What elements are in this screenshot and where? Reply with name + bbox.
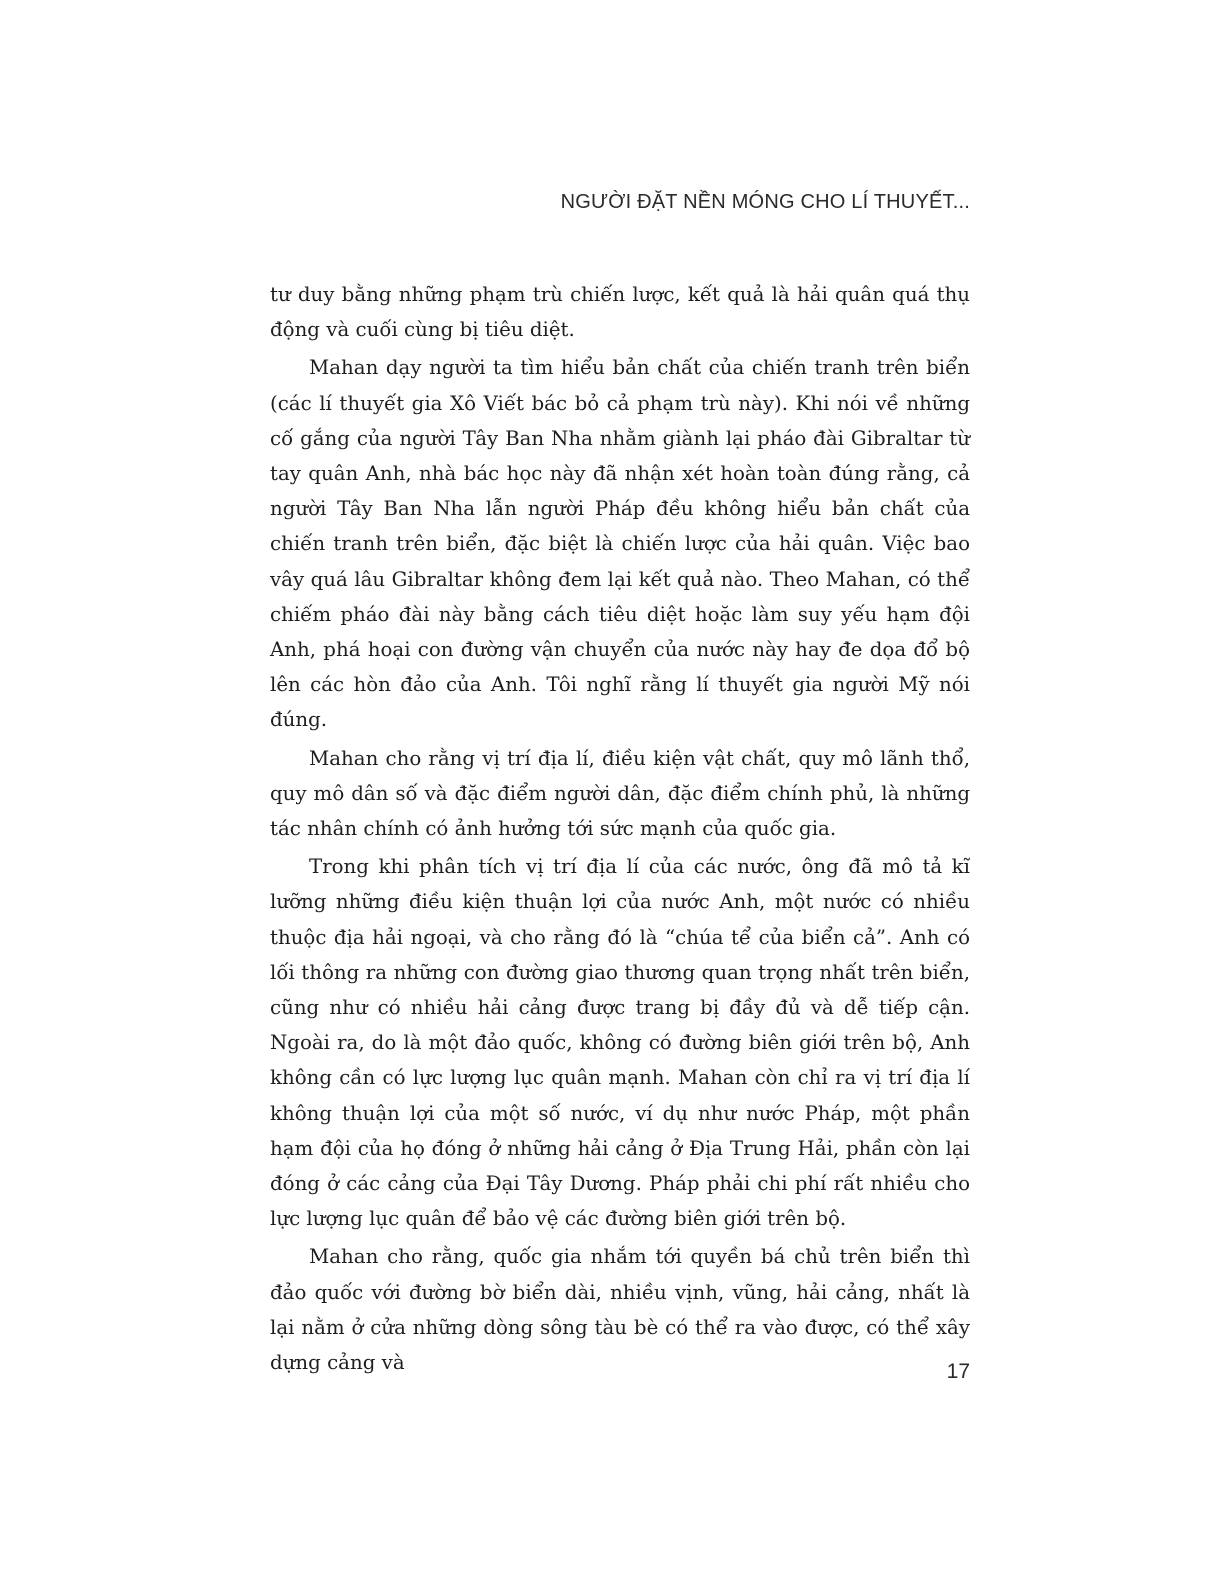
running-header: NGƯỜI ĐẶT NỀN MÓNG CHO LÍ THUYẾT... — [560, 191, 970, 213]
paragraph: Mahan dạy người ta tìm hiểu bản chất của chiến tranh trên biển (các lí thuyết gia Xô Viết bác bỏ cả phạm trù này). Khi nói về những cố gắng của người Tây Ban Nha nhằm giành lại pháo đài Gibraltar từ tay quân Anh, nhà bác học này đã nhận xét hoàn toàn đúng rằng, cả người Tây Ban Nha lẫn người Pháp đều không hiểu bản chất của chiến tranh trên biển, đặc biệt là chiến lược của hải quân. Việc bao vây quá lâu Gibraltar không đem lại kết quả nào. Theo Mahan, có thể chiếm pháo đài này bằng cách tiêu diệt hoặc làm suy yếu hạm đội Anh, phá hoại con đường vận chuyển của nước này hay đe dọa đổ bộ lên các hòn đảo của Anh. Tôi nghĩ rằng lí thuyết gia người Mỹ nói đúng. — [270, 356, 970, 732]
paragraph-continuation: tư duy bằng những phạm trù chiến lược, kết quả là hải quân quá thụ động và cuối cùng bị tiêu diệt. — [270, 283, 970, 342]
paragraph: Mahan cho rằng vị trí địa lí, điều kiện vật chất, quy mô lãnh thổ, quy mô dân số và đặc điểm người dân, đặc điểm chính phủ, là những tác nhân chính có ảnh hưởng tới sức mạnh của quốc gia. — [270, 746, 970, 841]
paragraph: Mahan cho rằng, quốc gia nhắm tới quyền bá chủ trên biển thì đảo quốc với đường bờ biển dài, nhiều vịnh, vũng, hải cảng, nhất là lại nằm ở cửa những dòng sông tàu bè có thể ra vào được, có thể xây dựng cảng và — [270, 1245, 970, 1375]
page-body — [270, 277, 970, 1383]
page-number: 17 — [946, 1360, 970, 1383]
paragraph: Trong khi phân tích vị trí địa lí của các nước, ông đã mô tả kĩ lưỡng những điều kiện thuận lợi của nước Anh, một nước có nhiều thuộc địa hải ngoại, và cho rằng đó là “chúa tể của biển cả”. Anh có lối thông ra những con đường giao thương quan trọng nhất trên biển, cũng như có nhiều hải cảng được trang bị đầy đủ và dễ tiếp cận. Ngoài ra, do là một đảo quốc, không có đường biên giới trên bộ, Anh không cần có lực lượng lục quân mạnh. Mahan còn chỉ ra vị trí địa lí không thuận lợi của một số nước, ví dụ như nước Pháp, một phần hạm đội của họ đóng ở những hải cảng ở Địa Trung Hải, phần còn lại đóng ở các cảng của Đại Tây Dương. Pháp phải chi phí rất nhiều cho lực lượng lục quân để bảo vệ các đường biên giới trên bộ. — [270, 855, 970, 1231]
